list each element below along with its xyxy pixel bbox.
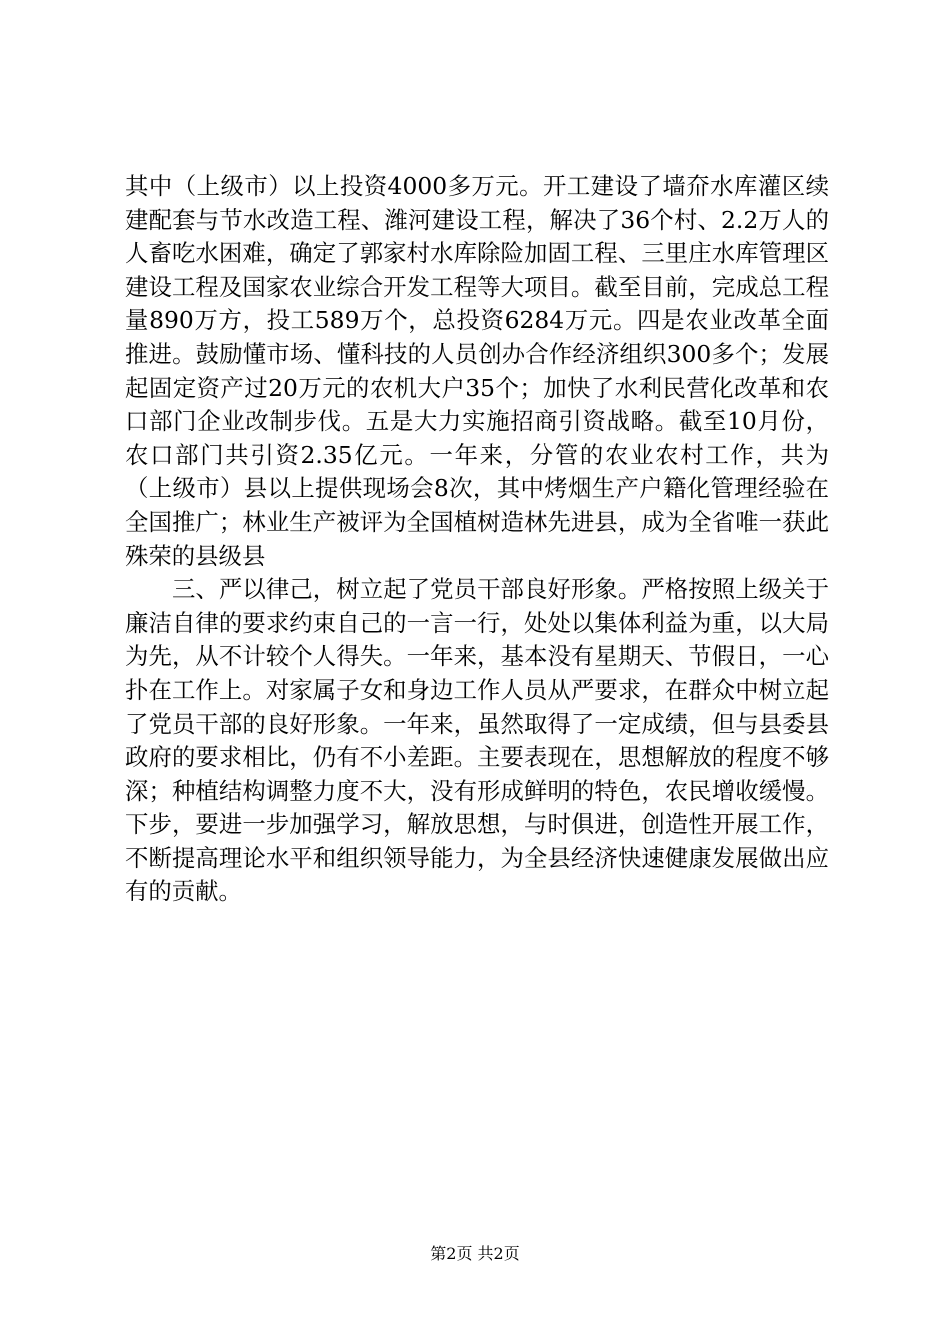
paragraph-2: 三、严以律己，树立起了党员干部良好形象。严格按照上级关于廉洁自律的要求约束自己的一言一行，处处以集体利益为重，以大局为先，从不计较个人得失。一年来，基本没有星期天、节假日，一心扑在工作上。对家属子女和身边工作人员从严要求，在群众中树立起了党员干部的良好形象。一年来，虽然取得了一定成绩，但与县委县政府的要求相比，仍有不小差距。主要表现在，思想解放的程度不够深；种植结构调整力度不大，没有形成鲜明的特色，农民增收缓慢。下步，要进一步加强学习，解放思想，与时俱进，创造性开展工作，不断提高理论水平和组织领导能力，为全县经济快速健康发展做出应有的贡献。 [125, 575, 829, 906]
document-body [125, 170, 829, 909]
page-footer: 第2页 共2页 [430, 1244, 520, 1263]
paragraph-1: 其中（上级市）以上投资4000多万元。开工建设了墙夼水库灌区续建配套与节水改造工程、潍河建设工程，解决了36个村、2.2万人的人畜吃水困难，确定了郭家村水库除险加固工程、三里庄水库管理区建设工程及国家农业综合开发工程等大项目。截至目前，完成总工程量890万方，投工589万个，总投资6284万元。四是农业改革全面推进。鼓励懂市场、懂科技的人员创办合作经济组织300多个；发展起固定资产过20万元的农机大户35个；加快了水利民营化改革和农口部门企业改制步伐。五是大力实施招商引资战略。截至10月份，农口部门共引资2.35亿元。一年来，分管的农业农村工作，共为（上级市）县以上提供现场会8次，其中烤烟生产户籍化管理经验在全国推广；林业生产被评为全国植树造林先进县，成为全省唯一获此殊荣的县级县 [125, 172, 829, 570]
